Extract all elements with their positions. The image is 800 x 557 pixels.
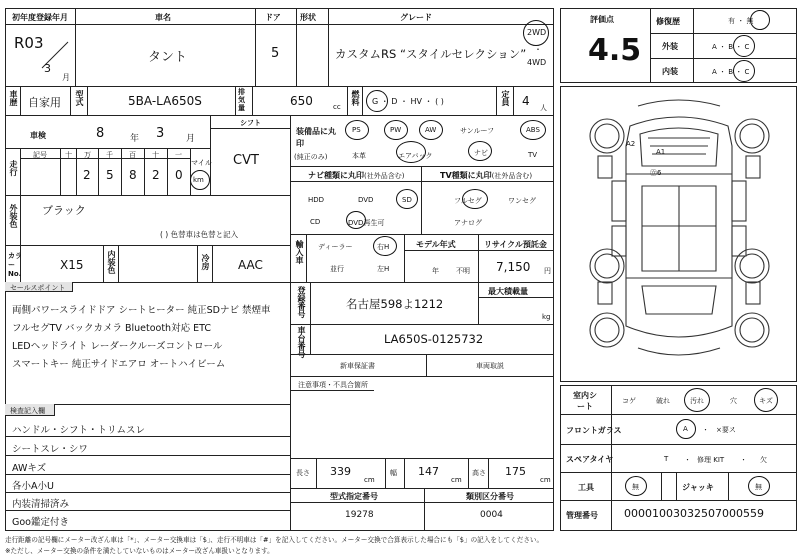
notes-label: 注意事項・不具合箇所 [298,381,368,389]
mileage-d-5: 0 [175,168,183,182]
warranty-label: 新車保証書 [340,362,375,370]
width-value: 147 [418,465,439,478]
max-load-unit: kg [542,313,551,321]
grade-value: カスタムRS “スタイルセレクション” [335,47,527,61]
shape-label: 形状 [300,13,316,22]
car-name: タント [148,50,188,65]
height-label: 高さ [472,469,486,477]
car-name-label: 車名 [155,13,171,22]
spare-opt-0: T [664,455,669,463]
registration-value: 名古屋598よ1212 [346,297,444,311]
seat-opt-3: 穴 [730,397,737,405]
chassis-value: LA650S-0125732 [384,332,484,346]
inspection-month-unit: 月 [186,134,196,144]
mileage-h-0: 記号 [33,151,47,159]
capacity-value: 4 [522,94,530,108]
glass-opt-1: ・ [702,426,709,434]
fuel-label: 燃料 [351,90,360,106]
door-label: ドア [265,13,281,22]
equip-navi: ナビ [474,149,488,157]
length-value: 339 [330,465,351,478]
equip-leather: 本革 [352,152,366,160]
shift-label: シフト [240,119,261,127]
exterior-note: ( ) 色替車は色替と記入 [160,230,239,239]
class-no-value: 0004 [480,510,503,520]
navi-cd: CD [310,218,321,226]
equipment-label: 装備品に丸印 [296,127,336,148]
seat-opt-2: 汚れ [690,397,704,405]
fuel-options: G ・ D ・ HV ・ ( ) [372,97,444,106]
year-label: 初年度登録年月 [12,13,68,22]
drive-dot: ・ [534,45,542,54]
import-dealer: ディーラー [318,243,353,251]
recycle-value: 7,150 [496,260,531,274]
sales-line-0: 両側パワースライドドア シートヒーター 純正SDナビ 禁煙車 [12,305,271,316]
navi-dvd-play: DVD再生可 [348,219,385,227]
mgmt-label: 管理番号 [566,511,598,520]
inspection-year: 8 [96,126,105,141]
tv-type-label: TV種類に丸印(社外品含む) [440,171,533,180]
chassis-label: 車台番号 [297,326,306,358]
diagram-mark-a1: A1 [656,148,666,156]
mile-label: マイル [191,159,212,167]
mileage-d-4: 2 [152,168,160,182]
ac-value: AAC [238,258,263,272]
door-value: 5 [271,46,280,61]
seat-opt-0: コゲ [622,397,636,405]
navi-hdd: HDD [308,196,325,204]
length-unit: cm [364,476,375,484]
mileage-h-6: 一 [175,151,182,159]
displacement-label: 排気量 [238,88,245,112]
score-value: 4.5 [588,33,642,68]
diagram-mark-a2: A2 [626,140,636,148]
length-label: 長さ [296,469,310,477]
inspector-line-1: シートスレ・シワ [12,444,88,455]
height-value: 175 [505,465,526,478]
month-unit: 月 [62,73,70,82]
spare-opt-2: 修理 KIT [697,456,725,464]
width-label: 幅 [390,469,397,477]
equipment-sub: (純正のみ) [294,153,328,161]
displacement-value: 650 [290,94,313,108]
import-parallel: 並行 [330,265,344,273]
type-no-label: 型式指定番号 [330,492,378,501]
interior-color-label: 内装色 [107,250,116,274]
color-no-value: X15 [60,258,84,272]
recycle-unit: 円 [544,267,551,275]
navi-dvd: DVD [358,196,374,204]
usage-label: 車歴 [9,90,18,106]
month-value: 3 [44,62,51,75]
inspector-line-2: AWキズ [12,463,47,474]
drive-2wd: 2WD [527,28,547,37]
width-unit: cm [451,476,462,484]
usage-value: 自家用 [28,96,61,109]
inspection-year-unit: 年 [130,134,140,144]
ac-label: 冷房 [201,254,210,270]
spare-opt-4: 欠 [760,456,767,464]
exterior-grade-label: 外装 [662,42,678,51]
jack-value: 無 [755,483,762,491]
tv-fullseg: フルセグ [454,197,482,205]
mileage-d-3: 8 [129,168,137,182]
inspection-label: 車検 [30,131,46,140]
model-value: 5BA-LA650S [128,94,202,108]
type-no-value: 19278 [345,510,374,520]
inspector-line-3: 各小A小U [12,481,54,492]
glass-opt-2: ×要ス [716,426,736,434]
navi-type-label: ナビ種類に丸印(社外品含む) [308,171,405,180]
equip-ps: PS [352,126,361,134]
model-year-unknown: 不明 [456,267,470,275]
mileage-h-2: 万 [84,151,91,159]
inspector-label: 検査記入欄 [10,407,45,415]
equip-abs: ABS [526,126,540,134]
km-label: km [193,176,204,184]
recycle-label: リサイクル預託金 [484,240,547,249]
diagram-mark-u6: ㋒6 [650,169,662,177]
spare-label: スペアタイヤ [566,455,614,464]
inspector-line-4: 内装清掃済み [12,499,70,510]
equip-pw: PW [390,126,402,134]
repair-options: 有 ・ 無 [728,17,754,25]
equip-sunroof: サンルーフ [460,127,495,135]
capacity-label: 定員 [501,90,510,106]
mileage-h-1: 十 [65,151,72,159]
tools-label: 工具 [578,483,594,492]
mileage-label: 走行 [9,160,18,176]
navi-sd: SD [402,196,412,204]
import-right-h: 右H [377,243,390,251]
seat-opt-4: キズ [759,397,773,405]
equip-airbag: エアバック [398,152,433,160]
jack-label: ジャッキ [682,483,714,492]
capacity-unit: 人 [540,104,547,112]
exterior-label: 外装色 [9,204,18,228]
sales-line-1: フルセグTV バックカメラ Bluetooth対応 ETC [12,323,211,334]
import-label: 輸入車 [295,240,304,264]
score-label: 評価点 [590,15,614,24]
mileage-d-2: 5 [106,168,114,182]
inspector-line-0: ハンドル・シフト・トリムスレ [12,425,146,436]
tv-analog: アナログ [454,219,482,227]
grade-label: グレード [400,13,432,22]
year-value: R03 [14,34,44,52]
sales-points-label: セールスポイント [10,284,66,292]
mileage-h-3: 千 [106,151,113,159]
sales-line-2: LEDヘッドライト レーダークルーズコントロール [12,341,223,352]
drive-4wd: 4WD [527,58,547,67]
max-load-label: 最大積載量 [488,287,528,296]
exterior-grade-options: A ・ B ・ C [712,43,750,51]
shift-value: CVT [233,153,259,168]
exterior-value: ブラック [42,204,86,217]
height-unit: cm [540,476,551,484]
tools-value: 無 [632,483,639,491]
seat-label: 室内シート [573,391,597,411]
spare-opt-1: ・ [684,456,691,464]
displacement-unit: cc [333,103,341,111]
sales-line-3: スマートキー 純正サイドエアロ オートハイビーム [12,359,226,370]
mileage-h-5: 十 [152,151,159,159]
inspector-line-5: Goo鑑定付き [12,517,69,528]
inspection-month: 3 [156,126,165,141]
interior-grade-label: 内装 [662,67,678,76]
mileage-d-1: 2 [83,168,91,182]
equip-aw: AW [425,126,437,134]
seat-opt-1: 破れ [656,397,670,405]
tv-oneseg: ワンセグ [508,197,536,205]
model-label: 型式 [75,90,84,106]
manual-label: 車両取説 [476,362,504,370]
mgmt-value: 00001003032507000559 [624,507,764,520]
model-year-unit: 年 [432,267,439,275]
glass-opt-0: A [683,425,688,433]
equip-tv: TV [528,151,538,159]
spare-opt-3: ・ [740,456,747,464]
car-diagram [560,86,797,382]
glass-label: フロントガラス [566,426,622,435]
registration-label: 登録番号 [297,286,306,318]
model-year-label: モデル年式 [416,240,456,249]
class-no-label: 類別区分番号 [466,492,514,501]
footer-line-2: ※ただし、メーター交換の条件を満たしていないものはメーター改ざん車扱いとなります。 [5,547,274,555]
color-no-label: カラーNo. [8,252,22,278]
footer-line-1: 走行距離の記号欄にメーター改ざん車は「*」、メーター交換車は「$」、走行不明車は「#」を記入してください。メーター交換で合算表示した場合にも「$」の記入をしてください。 [5,536,544,544]
repair-label: 修復歴 [656,17,680,26]
interior-grade-options: A ・ B ・ C [712,68,750,76]
import-left-h: 左H [377,265,390,273]
mileage-h-4: 百 [129,151,136,159]
